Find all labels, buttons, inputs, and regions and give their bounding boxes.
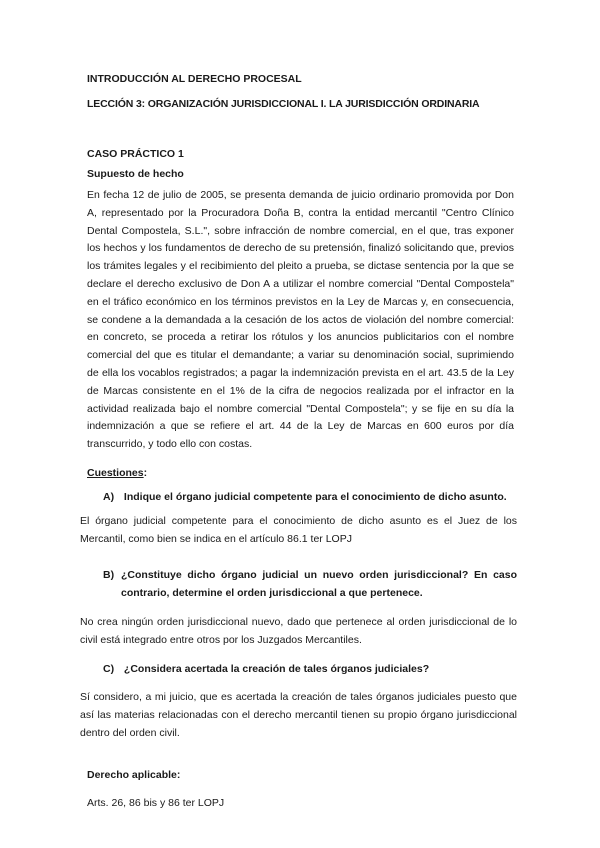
questions-heading-colon: : [143,467,148,479]
question-text: Indique el órgano judicial competente para el conocimiento de dicho asunto. [123,491,507,503]
course-title: INTRODUCCIÓN AL DERECHO PROCESAL [87,73,302,85]
question-c [103,662,523,676]
question-text: ¿Considera acertada la creación de tales órganos judiciales? [123,663,430,675]
answer-b: No crea ningún orden jurisdiccional nuevo, dado que pertenece al orden jurisdiccional de lo civil está integrado entre otros por los Juzgados Mercantiles. [80,616,517,646]
question-text: ¿Constituye dicho órgano judicial un nuevo orden jurisdiccional? En caso contrario, determine el orden jurisdiccional a que pertenece. [121,569,517,599]
facts-paragraph: En fecha 12 de julio de 2005, se presenta demanda de juicio ordinario promovida por Don A, representado por la Procuradora Doña B, contra la entidad mercantil "Centro Clínico Dental Compostela, S.L.", sobre infracción de nombre comercial, en el que, tras exponer los hechos y los fundamentos de derecho de su pretensión, finalizó solicitando que, previos los trámites legales y el recibimiento del pleito a prueba, se dictase sentencia por la que se declare el derecho exclusivo de Don A a utilizar el nombre comercial "Dental Compostela" en el tráfico económico en los términos previstos en la Ley de Marcas y, en consecuencia, se condene a la demandada a la cesación de los actos de violación del nombre comercial: en concreto, se proceda a retirar los rótulos y los anuncios publicitarios con el nombre comercial del que es titular el demandante; a variar su denominación social, suprimiendo de ella los vocablos registrados; a pagar la indemnización prevista en el art. 43.5 de la Ley de Marcas consistente en el 1% de la cifra de negocios realizada por el infractor en la actividad realizada bajo el nombre comercial "Dental Compostela"; y se fije en su día la indemnización a que se refiere el art. 44 de la Ley de Marcas en 600 euros por día transcurrido, y todo ello con costas. [87,189,514,451]
law-heading: Derecho aplicable: [87,769,181,781]
case-title: CASO PRÁCTICO 1 [87,148,184,160]
questions-heading-line [87,466,287,480]
answer-a: El órgano judicial competente para el conocimiento de dicho asunto es el Juez de los Mercantil, como bien se indica en el artículo 86.1 ter LOPJ [80,515,517,545]
question-letter: C) [103,663,115,675]
question-a [103,490,523,504]
question-letter: A) [103,491,115,503]
questions-heading: Cuestiones [87,467,144,479]
answer-c: Sí considero, a mi juicio, que es acertada la creación de tales órganos judiciales puesto que así las materias relacionadas con el derecho mercantil tienen su propio órgano jurisdiccional dentro del orden civil. [80,691,517,739]
facts-heading: Supuesto de hecho [87,168,184,180]
question-b [103,566,517,602]
lesson-title: LECCIÓN 3: ORGANIZACIÓN JURISDICCIONAL I. LA JURISDICCIÓN ORDINARIA [87,98,480,110]
question-letter: B) [103,569,115,581]
law-text: Arts. 26, 86 bis y 86 ter LOPJ [87,797,225,809]
